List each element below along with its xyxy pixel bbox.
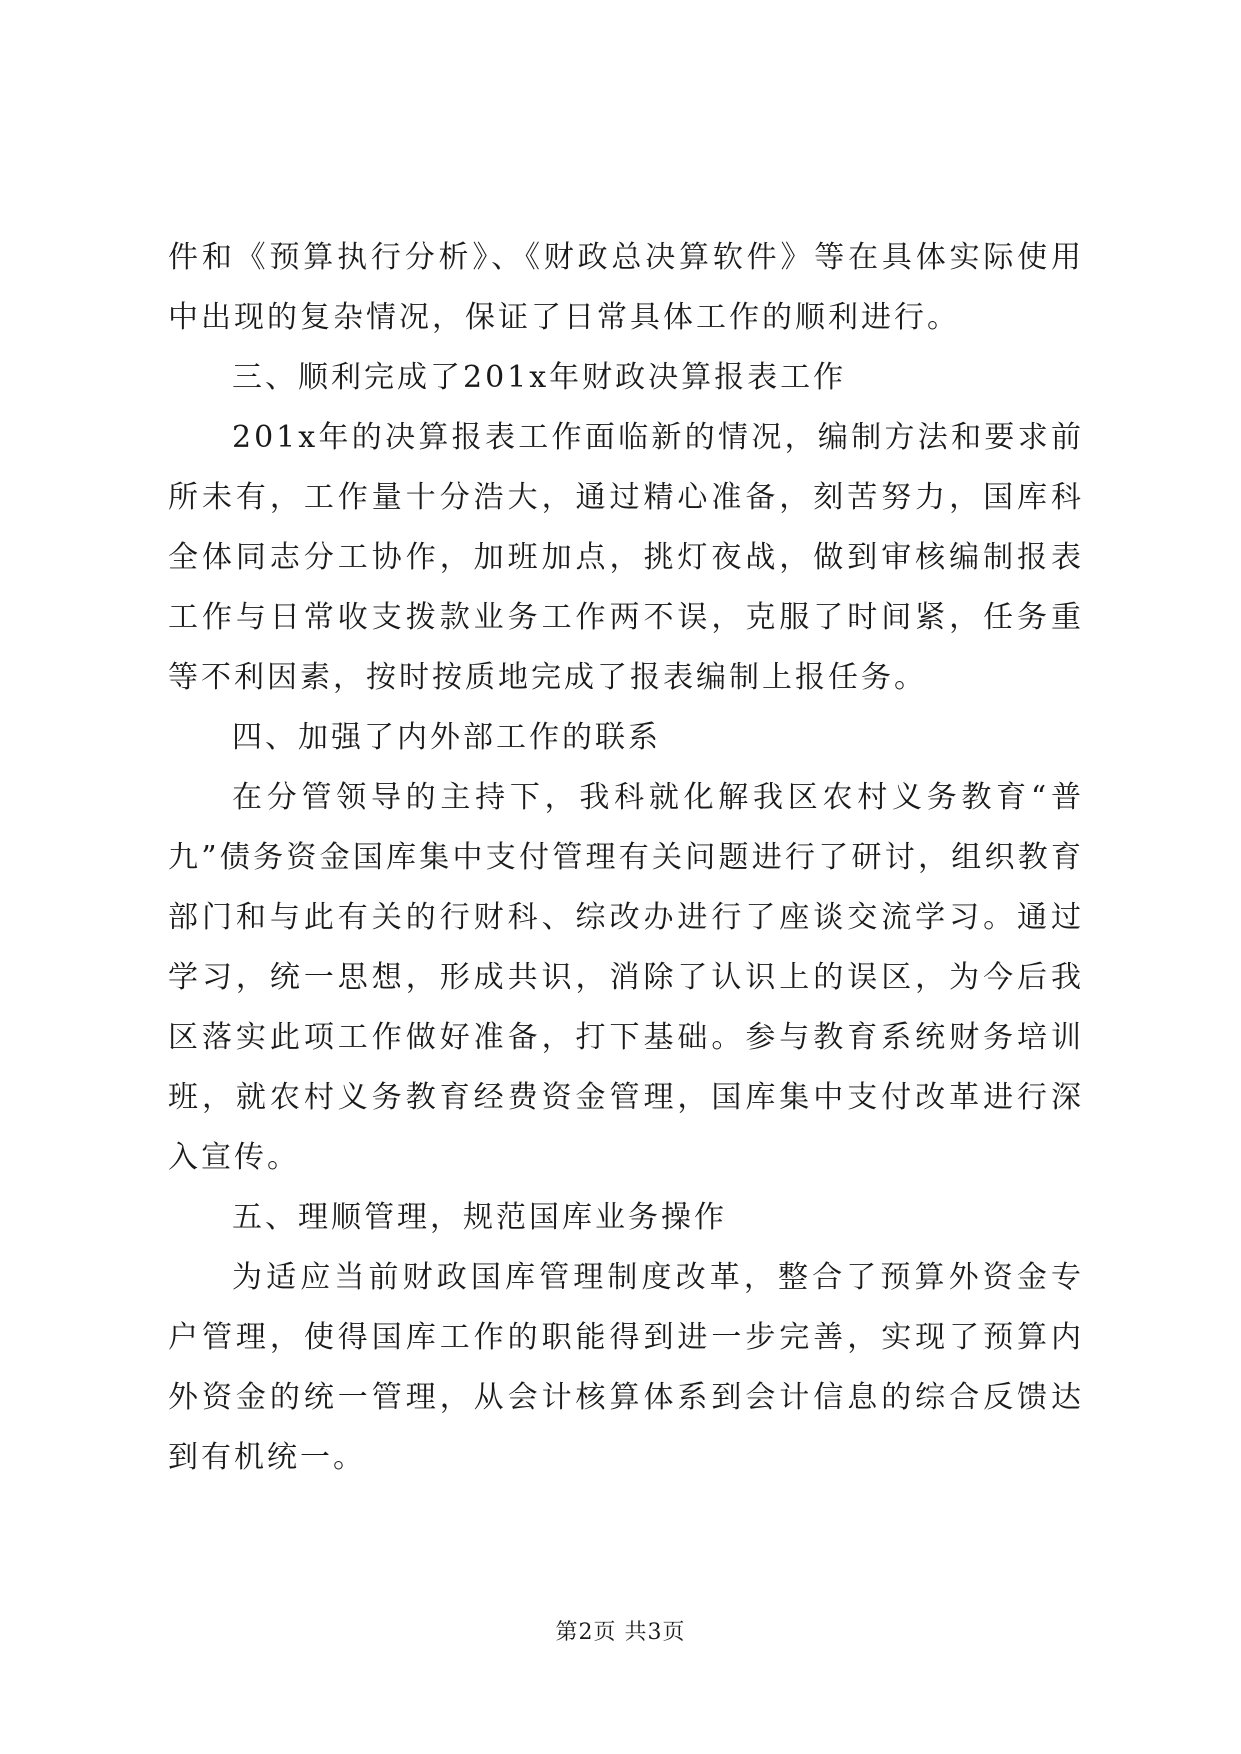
- continuation-paragraph: 件和《预算执行分析》、《财政总决算软件》等在具体实际使用中出现的复杂情况，保证了日常具体工作的顺利进行。: [168, 240, 1084, 335]
- body-paragraph: 在分管领导的主持下，我科就化解我区农村义务教育“普九”债务资金国库集中支付管理有关问题进行了研讨，组织教育部门和与此有关的行财科、综改办进行了座谈交流学习。通过学习，统一思想，形成共识，消除了认识上的误区，为今后我区落实此项工作做好准备，打下基础。参与教育系统财务培训班，就农村义务教育经费资金管理，国库集中支付改革进行深入宣传。: [168, 780, 1084, 1175]
- document-body: [168, 228, 1084, 1488]
- page-number-footer: 第2页 共3页: [555, 1620, 686, 1645]
- body-paragraph: 为适应当前财政国库管理制度改革，整合了预算外资金专户管理，使得国库工作的职能得到进一步完善，实现了预算内外资金的统一管理，从会计核算体系到会计信息的综合反馈达到有机统一。: [168, 1260, 1084, 1475]
- section-heading-4: 四、加强了内外部工作的联系: [232, 720, 661, 755]
- body-paragraph: 201x年的决算报表工作面临新的情况，编制方法和要求前所未有，工作量十分浩大，通过精心准备，刻苦努力，国库科全体同志分工协作，加班加点，挑灯夜战，做到审核编制报表工作与日常收支拨款业务工作两不误，克服了时间紧，任务重等不利因素，按时按质地完成了报表编制上报任务。: [168, 420, 1084, 695]
- section-heading-3: 三、顺利完成了201x年财政决算报表工作: [232, 360, 847, 395]
- section-heading-5: 五、理顺管理，规范国库业务操作: [232, 1200, 727, 1235]
